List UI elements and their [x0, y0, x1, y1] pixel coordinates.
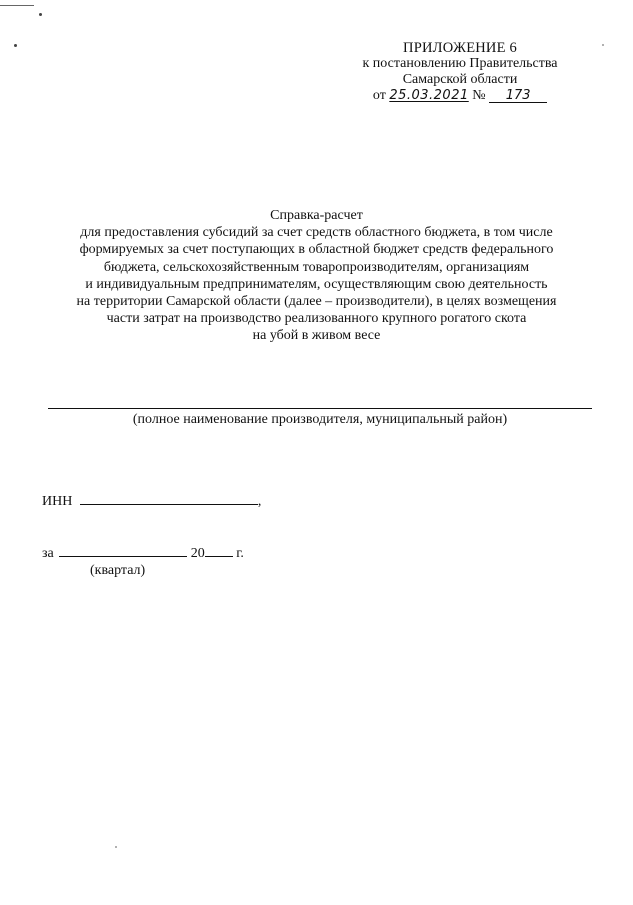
- appendix-title: ПРИЛОЖЕНИЕ 6: [403, 40, 517, 56]
- appendix-line-resolution: к постановлению Правительства: [362, 56, 558, 71]
- date-value: 25.03.2021: [389, 88, 469, 103]
- heading-line: и индивидуальным предпринимателям, осуществляющим свою деятельность: [85, 276, 548, 292]
- date-prefix: от: [372, 88, 386, 103]
- inn-label: ИНН: [42, 494, 73, 509]
- quarter-field[interactable]: [59, 544, 187, 557]
- period-row: [42, 544, 244, 562]
- inn-comma: ,: [257, 494, 262, 509]
- heading-line: для предоставления субсидий за счет средств областного бюджета, в том числе: [80, 225, 553, 241]
- heading-line: на убой в живом весе: [252, 328, 381, 344]
- inn-row: [42, 492, 261, 510]
- year-suffix: г.: [236, 546, 244, 561]
- appendix-date-line: [335, 88, 585, 104]
- inn-field[interactable]: [80, 492, 258, 505]
- producer-caption: (полное наименование производителя, муниципальный район): [132, 412, 508, 427]
- appendix-line-region: Самарской области: [402, 72, 518, 87]
- document-heading: [40, 207, 593, 345]
- year-field[interactable]: [205, 544, 233, 557]
- scan-speck: [14, 44, 17, 47]
- heading-line: части затрат на производство реализованного крупного рогатого скота: [106, 311, 527, 327]
- heading-line: формируемых за счет поступающих в областной бюджет средств федерального: [79, 242, 554, 258]
- producer-name-field[interactable]: [48, 408, 592, 409]
- heading-title: Справка-расчет: [270, 208, 363, 223]
- appendix-block: [335, 40, 585, 104]
- year-prefix: 20: [190, 546, 205, 561]
- scan-speck: [115, 846, 117, 848]
- quarter-caption: (квартал): [90, 563, 146, 578]
- scan-mark: [0, 5, 34, 6]
- heading-line: бюджета, сельскохозяйственным товаропроизводителям, организациям: [103, 259, 530, 275]
- number-value: 173: [489, 89, 547, 103]
- period-prefix: за: [42, 546, 54, 561]
- scan-speck: [39, 13, 42, 16]
- heading-line: на территории Самарской области (далее – производители), в целях возмещения: [76, 294, 557, 310]
- number-prefix: №: [472, 88, 486, 103]
- scan-speck: [602, 44, 604, 46]
